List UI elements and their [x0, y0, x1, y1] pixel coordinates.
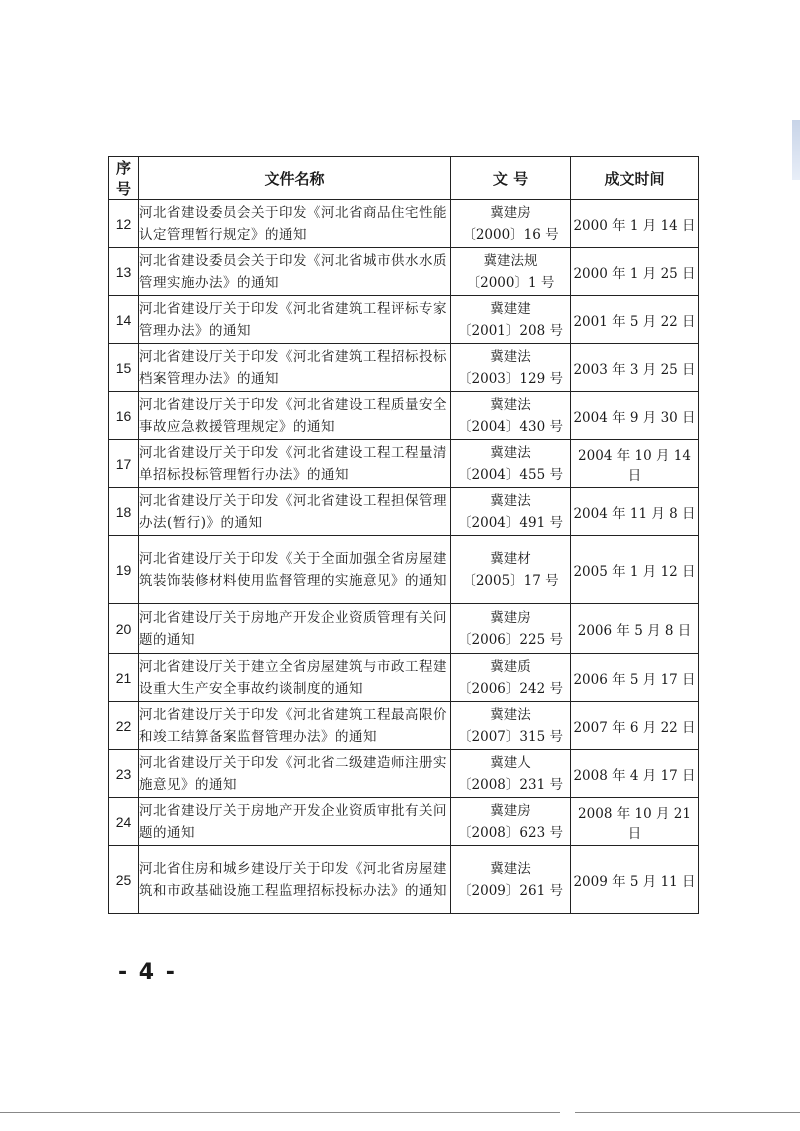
document-issuer-code: 冀建法: [490, 860, 531, 877]
table-row: [109, 392, 699, 440]
row-number: 18: [109, 488, 139, 536]
row-number: 19: [109, 536, 139, 604]
document-title: 河北省建设厅关于印发《河北省建设工程工程量清单招标投标管理暂行办法》的通知: [139, 440, 451, 488]
document-number: [451, 344, 571, 392]
header-no: 序号: [109, 157, 139, 200]
document-serial: 〔2006〕242 号: [458, 680, 563, 697]
table-row: [109, 296, 699, 344]
table-row: [109, 702, 699, 750]
document-title: 河北省建设厅关于印发《关于全面加强全省房屋建筑装饰装修材料使用监督管理的实施意见》的通知: [139, 536, 451, 604]
document-number: [451, 488, 571, 536]
issue-date: 2004 年 11 月 8 日: [571, 488, 699, 536]
table-row: [109, 488, 699, 536]
document-serial: 〔2006〕225 号: [458, 631, 563, 648]
document-issuer-code: 冀建房: [490, 204, 531, 221]
table-row: [109, 750, 699, 798]
document-title: 河北省建设委员会关于印发《河北省城市供水水质管理实施办法》的通知: [139, 248, 451, 296]
table-row: [109, 654, 699, 702]
table-row: [109, 798, 699, 846]
document-issuer-code: 冀建建: [490, 300, 531, 317]
document-issuer-code: 冀建法: [490, 706, 531, 723]
document-title: 河北省建设厅关于建立全省房屋建筑与市政工程建设重大生产安全事故约谈制度的通知: [139, 654, 451, 702]
issue-date: 2006 年 5 月 17 日: [571, 654, 699, 702]
table-row: [109, 536, 699, 604]
document-title: 河北省建设厅关于印发《河北省建筑工程招标投标档案管理办法》的通知: [139, 344, 451, 392]
document-issuer-code: 冀建法: [490, 492, 531, 509]
document-number: [451, 440, 571, 488]
issue-date: 2009 年 5 月 11 日: [571, 846, 699, 914]
document-number: [451, 392, 571, 440]
document-title: 河北省建设厅关于印发《河北省二级建造师注册实施意见》的通知: [139, 750, 451, 798]
document-serial: 〔2000〕16 号: [462, 226, 559, 243]
footer-rule-right: [575, 1112, 800, 1113]
row-number: 20: [109, 604, 139, 654]
document-title: 河北省建设厅关于印发《河北省建筑工程评标专家管理办法》的通知: [139, 296, 451, 344]
document-number: [451, 702, 571, 750]
document-serial: 〔2004〕491 号: [458, 514, 563, 531]
document-issuer-code: 冀建质: [490, 658, 531, 675]
row-number: 16: [109, 392, 139, 440]
document-number: [451, 750, 571, 798]
document-serial: 〔2009〕261 号: [458, 882, 563, 899]
row-number: 17: [109, 440, 139, 488]
document-title: 河北省建设厅关于印发《河北省建设工程质量安全事故应急救援管理规定》的通知: [139, 392, 451, 440]
document-number: [451, 248, 571, 296]
table-row: [109, 200, 699, 248]
document-title: 河北省住房和城乡建设厅关于印发《河北省房屋建筑和市政基础设施工程监理招标投标办法》的通知: [139, 846, 451, 914]
header-name: 文件名称: [139, 157, 451, 200]
document-number: [451, 200, 571, 248]
issue-date: 2008 年 4 月 17 日: [571, 750, 699, 798]
row-number: 22: [109, 702, 139, 750]
issue-date: 2000 年 1 月 25 日: [571, 248, 699, 296]
table-row: [109, 846, 699, 914]
issue-date: 2006 年 5 月 8 日: [571, 604, 699, 654]
document-number: [451, 604, 571, 654]
document-issuer-code: 冀建法规: [483, 252, 538, 269]
document-serial: 〔2007〕315 号: [458, 728, 563, 745]
document-number: [451, 798, 571, 846]
document-issuer-code: 冀建法: [490, 444, 531, 461]
document-title: 河北省建设厅关于房地产开发企业资质审批有关问题的通知: [139, 798, 451, 846]
document-title: 河北省建设厅关于印发《河北省建设工程担保管理办法(暂行)》的通知: [139, 488, 451, 536]
table-row: [109, 440, 699, 488]
document-number: [451, 846, 571, 914]
table-row: [109, 344, 699, 392]
issue-date: 2004 年 9 月 30 日: [571, 392, 699, 440]
row-number: 15: [109, 344, 139, 392]
document-serial: 〔2001〕208 号: [458, 322, 563, 339]
footer-rule: [0, 1112, 560, 1113]
issue-date: 2000 年 1 月 14 日: [571, 200, 699, 248]
document-issuer-code: 冀建法: [490, 348, 531, 365]
document-issuer-code: 冀建房: [490, 609, 531, 626]
table-row: [109, 248, 699, 296]
document-title: 河北省建设厅关于印发《河北省建筑工程最高限价和竣工结算备案监督管理办法》的通知: [139, 702, 451, 750]
document-serial: 〔2008〕231 号: [458, 776, 563, 793]
document-title: 河北省建设委员会关于印发《河北省商品住宅性能认定管理暂行规定》的通知: [139, 200, 451, 248]
issue-date: 2003 年 3 月 25 日: [571, 344, 699, 392]
document-title: 河北省建设厅关于房地产开发企业资质管理有关问题的通知: [139, 604, 451, 654]
issue-date: 2008 年 10 月 21 日: [571, 798, 699, 846]
row-number: 14: [109, 296, 139, 344]
table-header-row: [109, 157, 699, 200]
document-issuer-code: 冀建人: [490, 754, 531, 771]
issue-date: 2004 年 10 月 14 日: [571, 440, 699, 488]
issue-date: 2001 年 5 月 22 日: [571, 296, 699, 344]
issue-date: 2005 年 1 月 12 日: [571, 536, 699, 604]
document-serial: 〔2005〕17 号: [462, 572, 559, 589]
scan-edge-mark: [792, 120, 800, 180]
header-date: 成文时间: [571, 157, 699, 200]
issue-date: 2007 年 6 月 22 日: [571, 702, 699, 750]
document-issuer-code: 冀建材: [490, 550, 531, 567]
row-number: 12: [109, 200, 139, 248]
document-number: [451, 536, 571, 604]
document-serial: 〔2000〕1 号: [466, 274, 555, 291]
header-number: 文 号: [451, 157, 571, 200]
document-serial: 〔2004〕430 号: [458, 418, 563, 435]
document-issuer-code: 冀建房: [490, 802, 531, 819]
document-issuer-code: 冀建法: [490, 396, 531, 413]
row-number: 13: [109, 248, 139, 296]
document-serial: 〔2003〕129 号: [458, 370, 563, 387]
document-serial: 〔2008〕623 号: [458, 824, 563, 841]
row-number: 25: [109, 846, 139, 914]
table-row: [109, 604, 699, 654]
document-serial: 〔2004〕455 号: [458, 466, 563, 483]
row-number: 23: [109, 750, 139, 798]
document-number: [451, 654, 571, 702]
page-number: - 4 -: [118, 960, 177, 985]
document-number: [451, 296, 571, 344]
row-number: 21: [109, 654, 139, 702]
row-number: 24: [109, 798, 139, 846]
document-list-table: [108, 156, 699, 914]
